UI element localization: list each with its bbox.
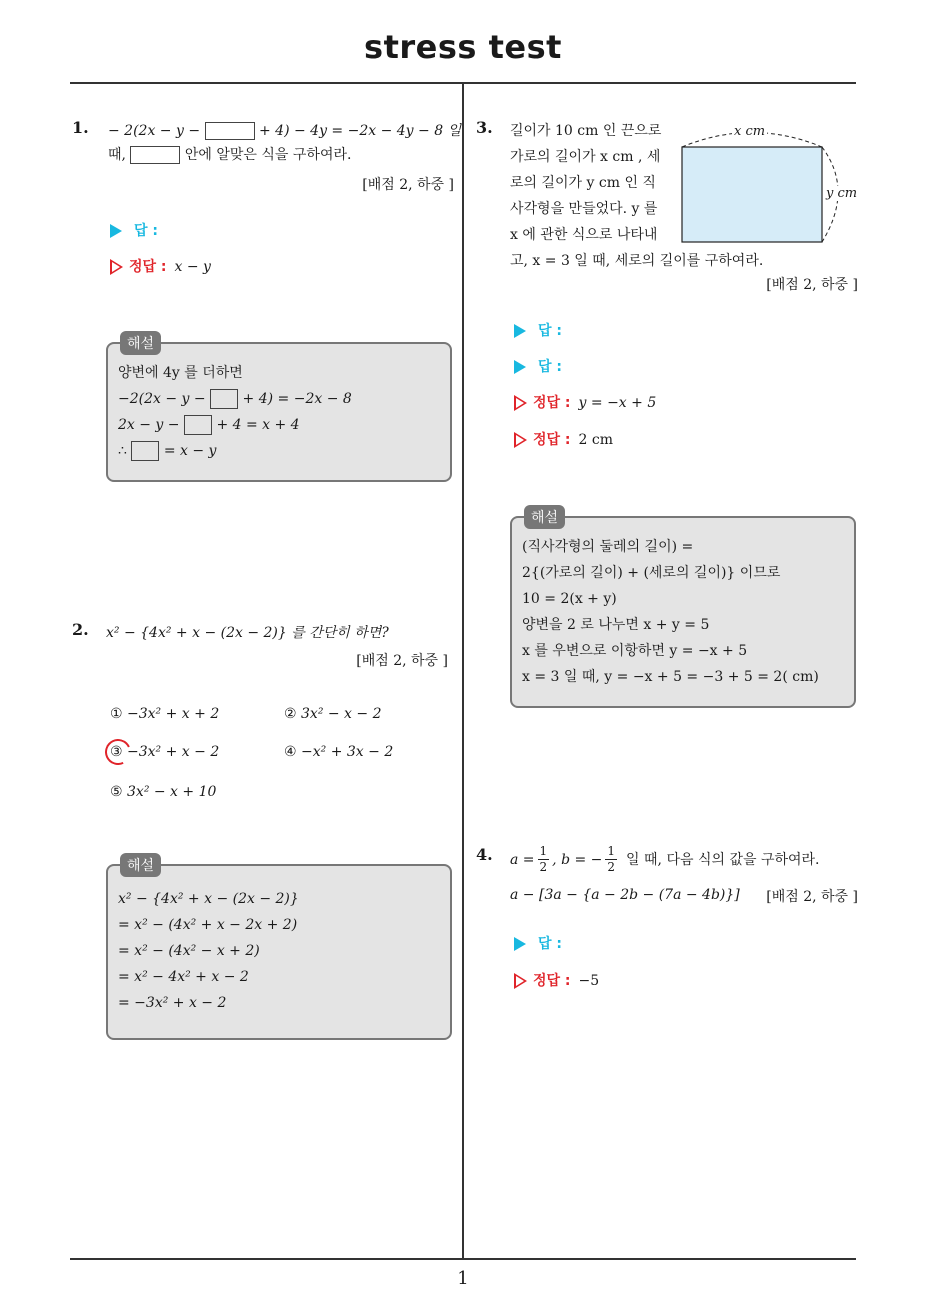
q4-b-numerator: 1 [607, 844, 616, 858]
answer-arrow-icon [514, 324, 526, 338]
q1-text-d: 안에 알맞은 식을 구하여라. [184, 147, 352, 163]
q3-correct-value-2: 2 cm [578, 432, 614, 448]
q1-sol-box-3 [131, 441, 159, 461]
q1-sol-l3a: 2x − y − [118, 417, 180, 433]
q3-line5: x 에 관한 식으로 나타내 [510, 227, 658, 243]
q2-sol-line1: x² − {4x² + x − (2x − 2)} [118, 891, 299, 907]
choice-text: 3x² − x − 2 [301, 706, 382, 722]
choice-text: −x² + 3x − 2 [301, 744, 394, 760]
q3-side-label: y cm [826, 186, 858, 201]
q3-correct-row-2 [514, 429, 613, 449]
q3-sol-line5: x 를 우변으로 이항하면 y = −x + 5 [522, 643, 748, 659]
correct-arrow-icon [110, 259, 123, 275]
q3-answer-label-1: 답 : [538, 323, 562, 339]
q1-correct-row [110, 256, 211, 276]
q1-answer-row [110, 220, 158, 240]
q1-sol-l4b: = x − y [163, 443, 217, 459]
q1-sol-line1: 양변에 4y 를 더하면 [118, 365, 243, 381]
q1-blank-box [205, 122, 255, 140]
q3-sol-line6: x = 3 일 때, y = −x + 5 = −3 + 5 = 2( cm) [522, 669, 819, 685]
q4-question-tail: 일 때, 다음 식의 값을 구하여라. [626, 851, 820, 868]
q4-a-denominator: 2 [539, 860, 548, 874]
q3-solution-tag: 해설 [524, 505, 565, 529]
q2-choice-5[interactable] [110, 784, 216, 800]
q4-score: [배점 2, 하중 ] [766, 889, 858, 905]
q3-sol-line1: (직사각형의 둘레의 길이) = [522, 539, 694, 555]
q1-solution-tag: 해설 [120, 331, 161, 355]
answer-arrow-icon [110, 224, 122, 238]
q3-line4: 사각형을 만들었다. y 를 [510, 201, 658, 217]
q3-line1: 길이가 10 cm 인 끈으로 [510, 123, 662, 139]
q4-answer-row [514, 933, 562, 953]
choice-mark: ④ [284, 744, 297, 760]
q1-text-c: 때, [108, 147, 126, 163]
q1-correct-value: x − y [174, 259, 211, 275]
q3-sol-line4: 양변을 2 로 나누면 x + y = 5 [522, 617, 710, 633]
choice-text: −3x² + x + 2 [127, 706, 220, 722]
choice-text: −3x² + x − 2 [127, 744, 220, 760]
q4-correct-label: 정답 : [533, 973, 571, 989]
q1-number: 1. [72, 118, 89, 137]
q1-sol-line4 [118, 438, 352, 464]
q1-sol-l3b: + 4 = x + 4 [216, 417, 300, 433]
q3-sol-line2: 2{(가로의 길이) + (세로의 길이)} 이므로 [522, 565, 781, 581]
q2-sol-line4: = x² − 4x² + x − 2 [118, 969, 249, 985]
q2-solution-tag: 해설 [120, 853, 161, 877]
q1-score: [배점 2, 하중 ] [362, 177, 454, 193]
q1-sol-box-1 [210, 389, 238, 409]
q4-b-fraction [605, 844, 617, 875]
q3-correct-label-2: 정답 : [533, 432, 571, 448]
q4-expression: a − [3a − {a − 2b − (7a − 4b)}] [510, 887, 740, 903]
q3-answer-label-2: 답 : [538, 359, 562, 375]
q1-question-line2 [108, 146, 351, 164]
q3-score: [배점 2, 하중 ] [766, 277, 858, 293]
q2-choice-2[interactable] [284, 706, 382, 722]
q4-question [510, 844, 820, 875]
answer-arrow-icon [514, 937, 526, 951]
q1-question-line1 [108, 122, 461, 140]
q3-answer-row-2 [514, 356, 562, 376]
q2-choice-1[interactable] [110, 706, 219, 722]
q4-b-denominator: 2 [607, 860, 616, 874]
choice-text: 3x² − x + 10 [127, 784, 217, 800]
q1-solution-content [118, 360, 352, 464]
therefore-symbol: ∴ [118, 443, 127, 459]
q1-sol-l2b: + 4) = −2x − 8 [242, 391, 352, 407]
q2-choice-3[interactable] [110, 744, 219, 760]
q2-score: [배점 2, 하중 ] [356, 653, 448, 669]
q4-a-numerator: 1 [539, 844, 548, 858]
q3-rectangle-figure [672, 120, 862, 250]
answer-arrow-icon [514, 360, 526, 374]
q3-sol-line3: 10 = 2(x + y) [522, 591, 617, 607]
choice-mark: ① [110, 706, 123, 722]
footer-rule [70, 1258, 856, 1260]
correct-arrow-icon [514, 973, 527, 989]
q1-sol-line2 [118, 386, 352, 412]
q1-sol-l2a: −2(2x − y − [118, 391, 206, 407]
q1-sol-line3 [118, 412, 352, 438]
q3-top-label: x cm [734, 124, 766, 139]
q4-a-label: a = [510, 851, 535, 868]
q1-sol-box-2 [184, 415, 212, 435]
choice-mark: ③ [110, 744, 123, 760]
q4-a-fraction [538, 844, 550, 875]
q4-answer-label: 답 : [538, 936, 562, 952]
q1-text-a: − 2(2x − y − [108, 123, 201, 139]
correct-arrow-icon [514, 395, 527, 411]
q3-answer-row-1 [514, 320, 562, 340]
q3-line3: 로의 길이가 y cm 인 직 [510, 175, 656, 191]
q2-sol-line5: = −3x² + x − 2 [118, 995, 227, 1011]
q3-line2: 가로의 길이가 x cm , 세 [510, 149, 661, 165]
q3-correct-row-1 [514, 392, 656, 412]
choice-mark: ⑤ [110, 784, 123, 800]
q1-text-b: + 4) − 4y = −2x − 4y − 8 일 [258, 123, 462, 139]
q3-correct-value-1: y = −x + 5 [578, 395, 657, 411]
q4-correct-value: −5 [578, 973, 600, 989]
q1-blank-box-2 [130, 146, 180, 164]
q4-number: 4. [476, 845, 493, 864]
q2-choice-4[interactable] [284, 744, 393, 760]
q4-b-label: , b = − [552, 851, 603, 868]
q1-correct-label: 정답 : [129, 259, 167, 275]
q2-sol-line3: = x² − (4x² − x + 2) [118, 943, 260, 959]
q1-answer-label: 답 : [134, 223, 158, 239]
q3-solution-content [522, 534, 819, 690]
correct-arrow-icon [514, 432, 527, 448]
q2-solution-content [118, 886, 299, 1016]
page-title: stress test [364, 28, 562, 66]
q4-correct-row [514, 970, 599, 990]
column-divider [462, 84, 464, 1258]
page-number: 1 [457, 1268, 469, 1289]
q3-rectangle [682, 147, 822, 242]
q3-line6: 고, x = 3 일 때, 세로의 길이를 구하여라. [510, 253, 764, 269]
q2-sol-line2: = x² − (4x² + x − 2x + 2) [118, 917, 298, 933]
choice-mark: ② [284, 706, 297, 722]
q2-number: 2. [72, 620, 89, 639]
q3-number: 3. [476, 118, 493, 137]
q3-correct-label-1: 정답 : [533, 395, 571, 411]
q2-question: x² − {4x² + x − (2x − 2)} 를 간단히 하면? [106, 625, 389, 641]
